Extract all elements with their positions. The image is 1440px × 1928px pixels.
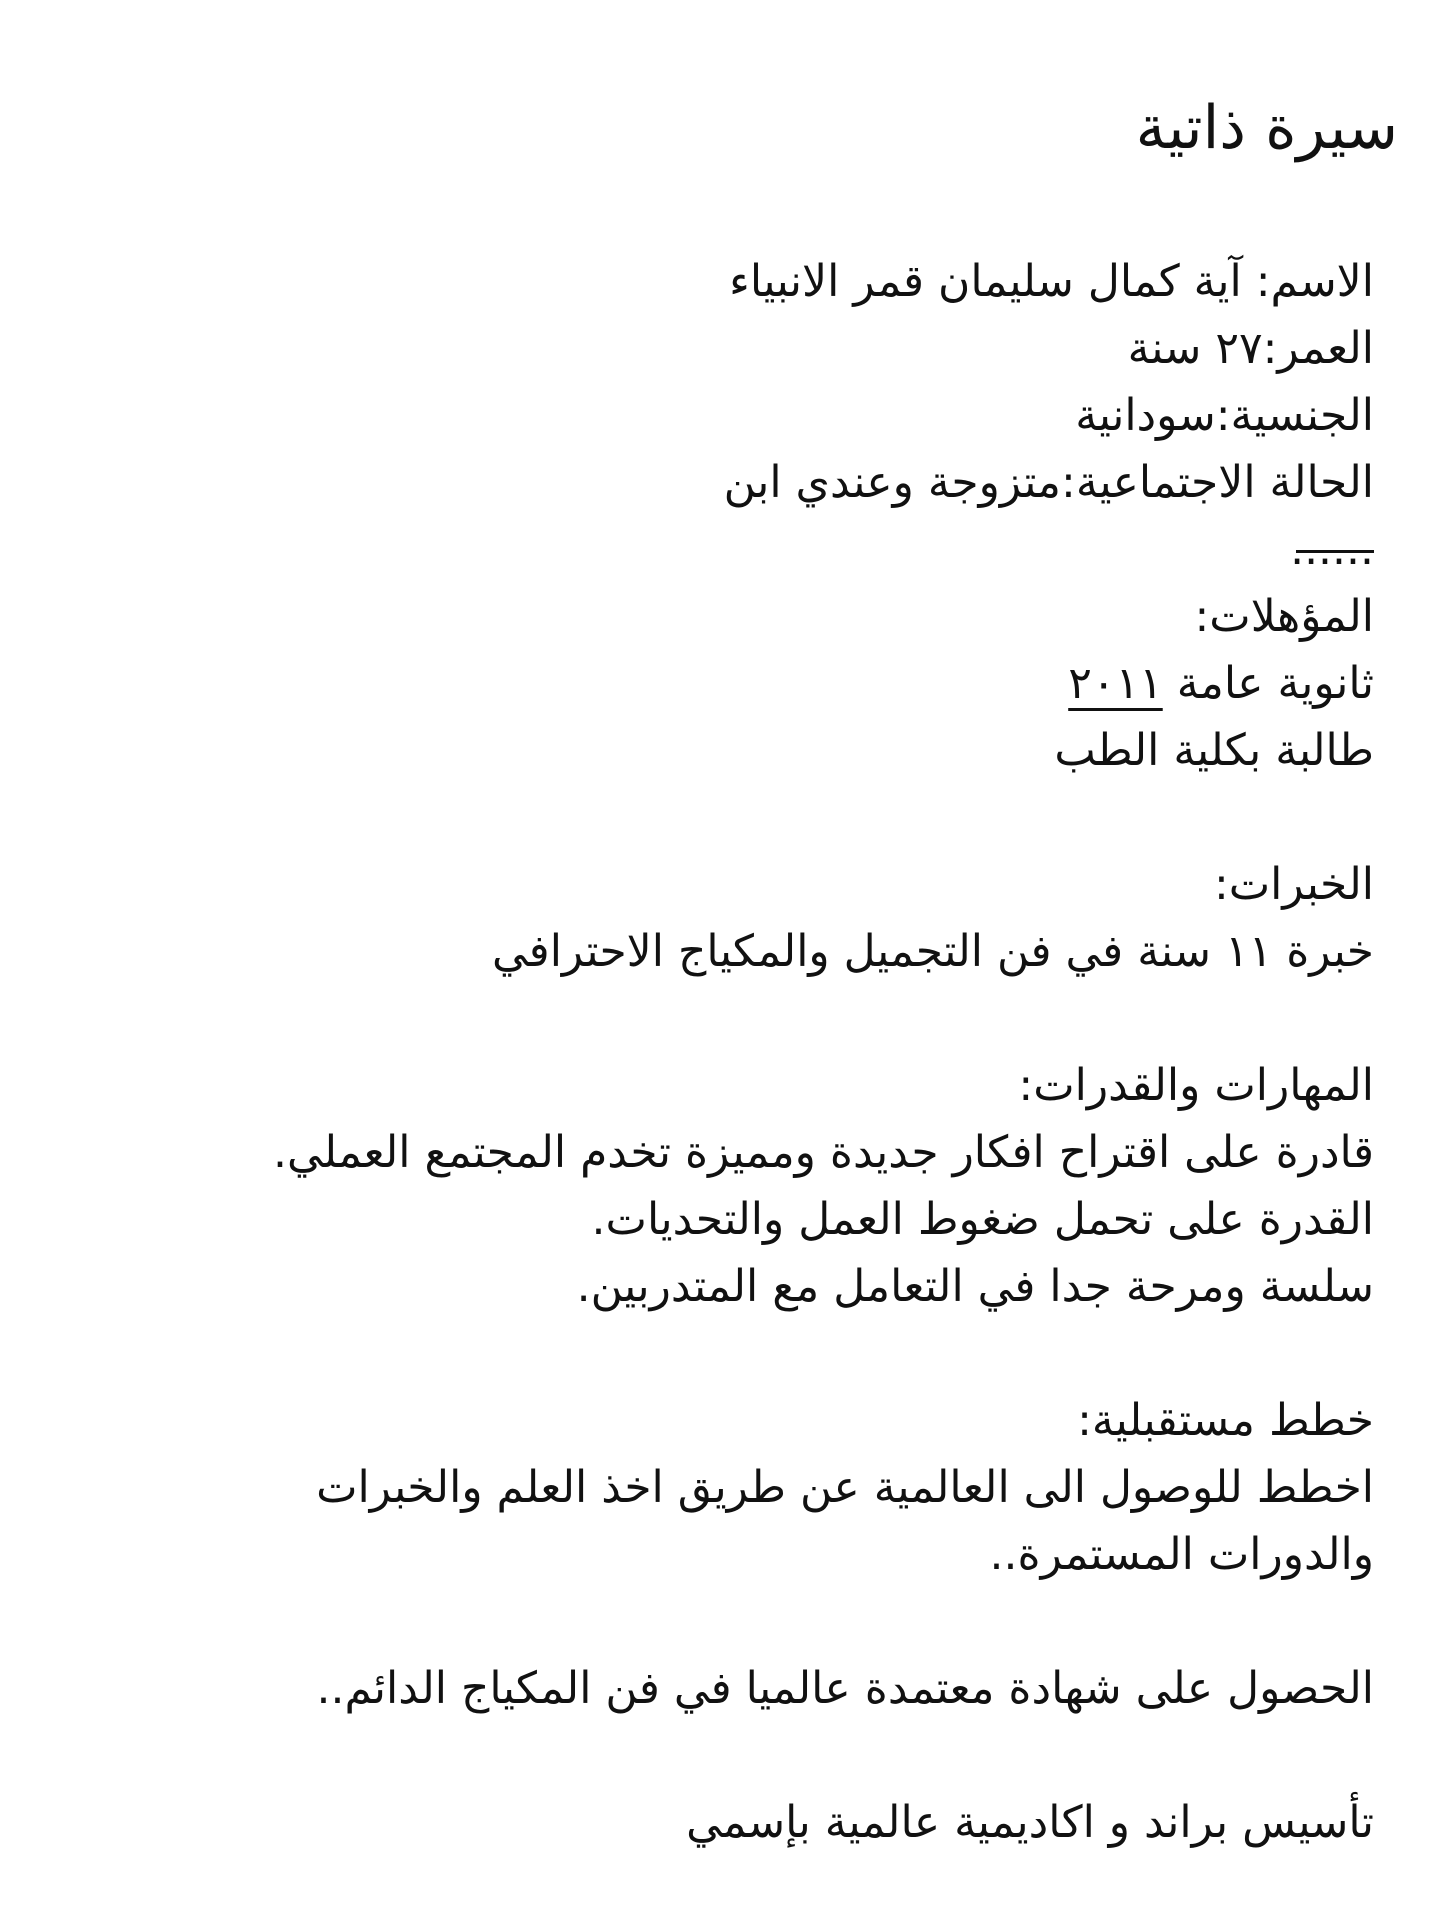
future-plan-item: والدورات المستمرة.. bbox=[989, 1529, 1374, 1580]
future-plans-heading: خطط مستقبلية: bbox=[1077, 1395, 1374, 1446]
spacer bbox=[44, 1588, 1374, 1655]
skill-item: القدرة على تحمل ضغوط العمل والتحديات. bbox=[591, 1194, 1374, 1245]
qualification-year: ٢٠١١ bbox=[1068, 658, 1163, 709]
qualification-item bbox=[44, 650, 1374, 717]
future-plan-item: تأسيس براند و اكاديمية عالمية بإسمي bbox=[686, 1797, 1374, 1848]
marital-status-line: الحالة الاجتماعية:متزوجة وعندي ابن bbox=[723, 457, 1374, 508]
age-line: العمر:٢٧ سنة bbox=[1127, 323, 1374, 374]
skill-item: سلسة ومرحة جدا في التعامل مع المتدربين. bbox=[576, 1261, 1374, 1312]
qualifications-heading: المؤهلات: bbox=[1194, 591, 1374, 642]
skills-section bbox=[44, 1052, 1374, 1320]
page-title: سيرة ذاتية bbox=[1135, 93, 1398, 163]
spacer bbox=[44, 985, 1374, 1052]
skill-item: قادرة على اقتراح افكار جديدة ومميزة تخدم المجتمع العملي. bbox=[272, 1127, 1374, 1178]
future-plan-item: الحصول على شهادة معتمدة عالميا في فن المكياج الدائم.. bbox=[316, 1663, 1374, 1714]
qualification-text: ثانوية عامة bbox=[1162, 658, 1374, 709]
personal-info-section bbox=[44, 248, 1374, 516]
spacer bbox=[44, 1722, 1374, 1789]
future-plans-section bbox=[44, 1387, 1374, 1856]
qualification-item: طالبة بكلية الطب bbox=[1054, 725, 1374, 776]
nationality-line: الجنسية:سودانية bbox=[1075, 390, 1374, 441]
experience-heading: الخبرات: bbox=[1213, 859, 1374, 910]
name-line: الاسم: آية كمال سليمان قمر الانبياء bbox=[729, 256, 1374, 307]
future-plan-item: اخطط للوصول الى العالمية عن طريق اخذ العلم والخبرات bbox=[316, 1462, 1374, 1513]
divider-dots: ...... bbox=[1290, 524, 1374, 575]
experience-section bbox=[44, 851, 1374, 985]
spacer bbox=[44, 784, 1374, 851]
skills-heading: المهارات والقدرات: bbox=[1018, 1060, 1374, 1111]
section-divider bbox=[44, 516, 1374, 583]
cv-body bbox=[44, 248, 1374, 1856]
experience-item: خبرة ١١ سنة في فن التجميل والمكياج الاحترافي bbox=[491, 926, 1374, 977]
qualifications-section bbox=[44, 583, 1374, 784]
spacer bbox=[44, 1320, 1374, 1387]
